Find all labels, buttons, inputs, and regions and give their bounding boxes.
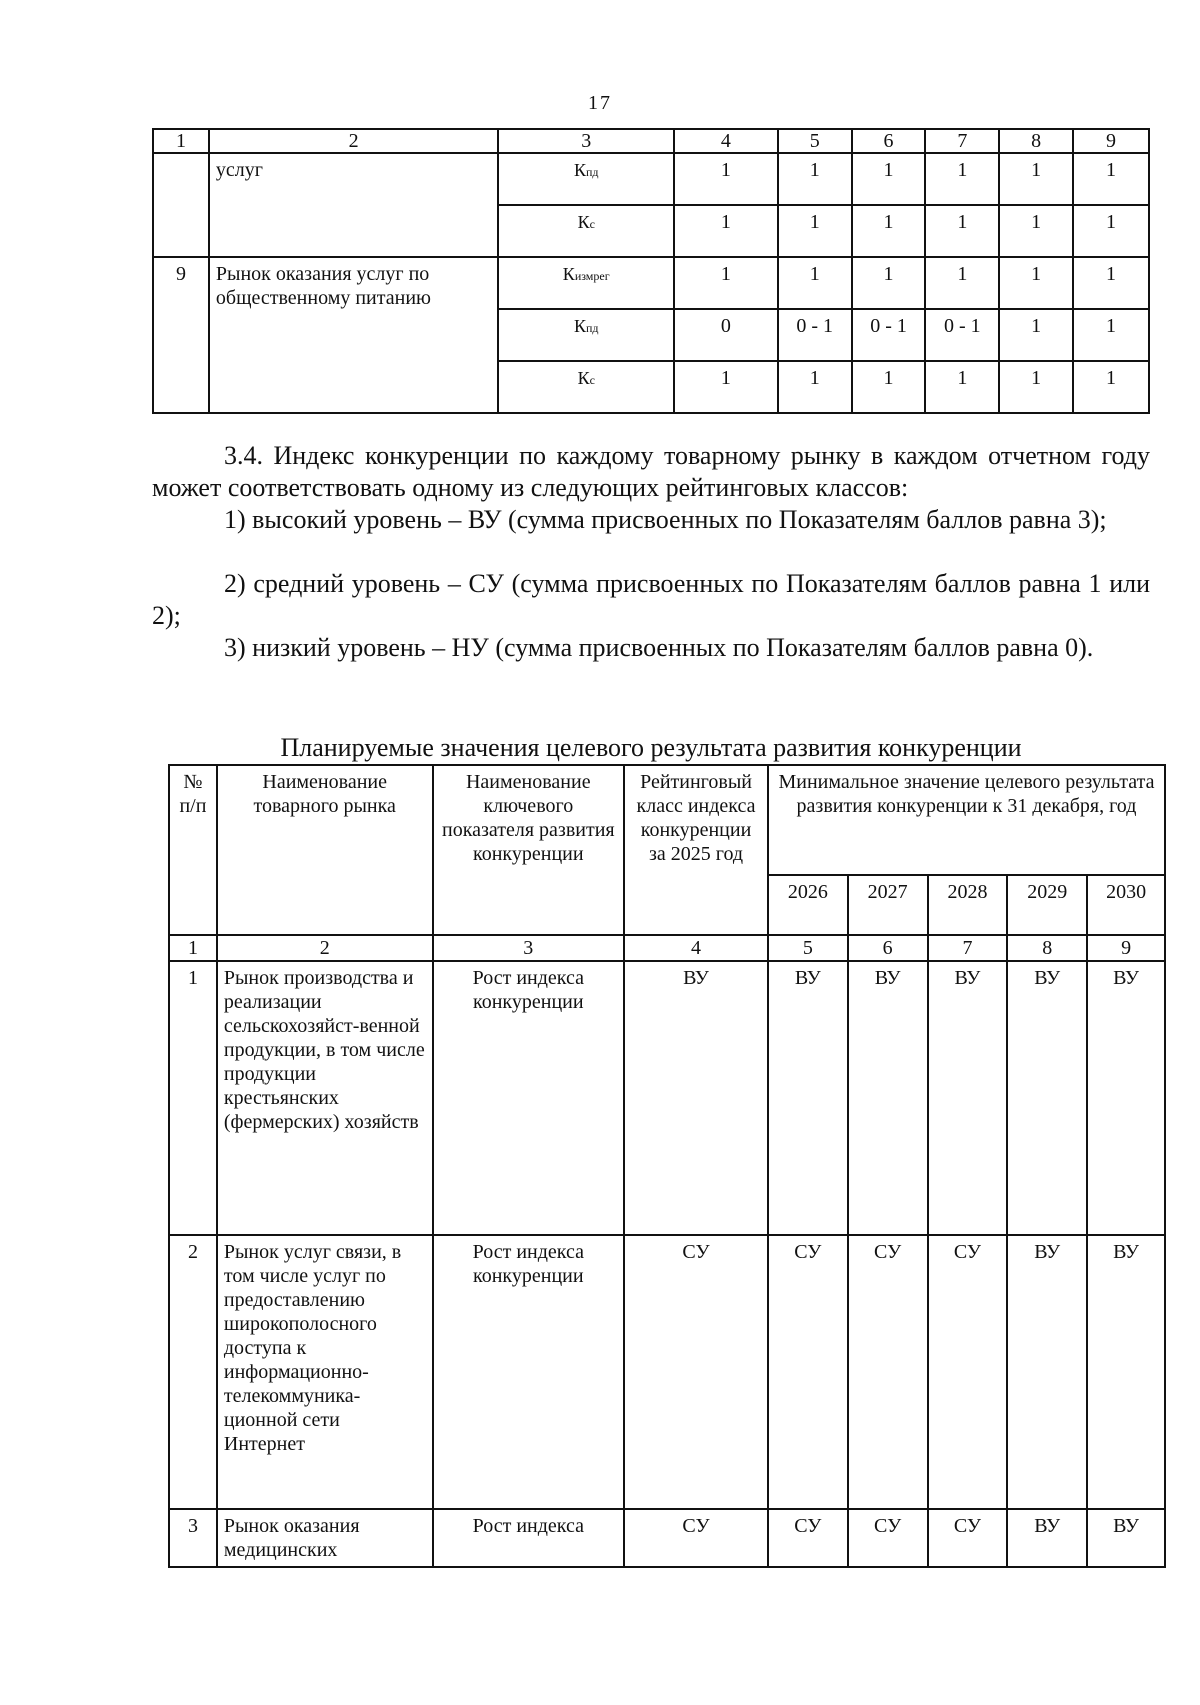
header-year: 2030 <box>1087 875 1165 935</box>
column-number: 1 <box>153 129 209 153</box>
header-year: 2026 <box>768 875 848 935</box>
market-name: Рынок оказания медицинских <box>217 1509 433 1567</box>
value-cell: 1 <box>778 205 852 257</box>
column-number: 6 <box>852 129 926 153</box>
column-number: 3 <box>498 129 674 153</box>
column-number: 7 <box>925 129 999 153</box>
indicator-name: Рост индекса конкуренции <box>433 961 625 1235</box>
target-value: ВУ <box>1087 1235 1165 1509</box>
value-cell: 1 <box>1073 309 1149 361</box>
value-cell: 1 <box>999 309 1073 361</box>
value-cell: 0 <box>674 309 778 361</box>
value-cell: 1 <box>674 257 778 309</box>
column-number: 9 <box>1087 935 1165 961</box>
value-cell: 1 <box>852 153 926 205</box>
value-cell: 1 <box>674 205 778 257</box>
header-rating: Рейтинговый класс индекса конкуренции за 2025 год <box>624 765 768 935</box>
indicator-code: Кизмрег <box>498 257 674 309</box>
column-number: 2 <box>217 935 433 961</box>
header-market: Наименование товарного рынка <box>217 765 433 935</box>
value-cell: 1 <box>852 205 926 257</box>
column-numbers-row <box>169 935 1165 961</box>
rating-2025: СУ <box>624 1235 768 1509</box>
value-cell: 1 <box>925 153 999 205</box>
paragraph-low-level: 3) низкий уровень – НУ (сумма присвоенных по Показателям баллов равна 0). <box>224 633 1094 662</box>
target-value: ВУ <box>1087 961 1165 1235</box>
target-value: ВУ <box>1007 1235 1087 1509</box>
value-cell: 1 <box>1073 153 1149 205</box>
column-number: 1 <box>169 935 217 961</box>
value-cell: 1 <box>778 361 852 413</box>
table-row <box>153 257 1149 309</box>
value-cell: 1 <box>1073 257 1149 309</box>
target-values-table <box>168 764 1166 1568</box>
target-value: СУ <box>768 1509 848 1567</box>
value-cell: 1 <box>852 257 926 309</box>
value-cell: 0 - 1 <box>778 309 852 361</box>
value-cell: 1 <box>999 257 1073 309</box>
table-row <box>169 1509 1165 1567</box>
column-number: 2 <box>209 129 499 153</box>
column-number: 4 <box>624 935 768 961</box>
header-num: № п/п <box>169 765 217 935</box>
value-cell: 1 <box>674 153 778 205</box>
row-number <box>153 153 209 257</box>
value-cell: 0 - 1 <box>925 309 999 361</box>
column-number: 3 <box>433 935 625 961</box>
table-title: Планируемые значения целевого результата развития конкуренции <box>280 733 1022 762</box>
column-number: 5 <box>778 129 852 153</box>
table-header-row <box>169 765 1165 875</box>
column-number: 6 <box>848 935 928 961</box>
column-number: 8 <box>1007 935 1087 961</box>
target-value: ВУ <box>1007 1509 1087 1567</box>
column-number: 9 <box>1073 129 1149 153</box>
market-name: услуг <box>209 153 499 257</box>
market-name: Рынок услуг связи, в том числе услуг по предоставлению широкополосного доступа к информационно-телекоммуника-ционной сети Интернет <box>217 1235 433 1509</box>
column-number: 5 <box>768 935 848 961</box>
paragraph-medium-level: 2) средний уровень – СУ (сумма присвоенных по Показателям баллов равна 1 или 2); <box>152 569 1150 630</box>
table-header-row <box>153 129 1149 153</box>
market-name: Рынок производства и реализации сельскохозяйст-венной продукции, в том числе продукции крестьянских (фермерских) хозяйств <box>217 961 433 1235</box>
header-indicator: Наименование ключевого показателя развития конкуренции <box>433 765 625 935</box>
table-row <box>153 153 1149 205</box>
paragraph-rating-classes: 3.4. Индекс конкуренции по каждому товарному рынку в каждом отчетном году может соответствовать одному из следующих рейтинговых классов: <box>152 441 1150 502</box>
target-value: ВУ <box>1087 1509 1165 1567</box>
indicator-code: Кс <box>498 205 674 257</box>
column-number: 4 <box>674 129 778 153</box>
table-row <box>169 1235 1165 1509</box>
header-year: 2028 <box>928 875 1008 935</box>
value-cell: 1 <box>778 257 852 309</box>
value-cell: 1 <box>674 361 778 413</box>
column-number: 8 <box>999 129 1073 153</box>
paragraph-high-level: 1) высокий уровень – ВУ (сумма присвоенных по Показателям баллов равна 3); <box>224 505 1107 534</box>
value-cell: 1 <box>999 205 1073 257</box>
indicator-name: Рост индекса <box>433 1509 625 1567</box>
value-cell: 1 <box>778 153 852 205</box>
row-number: 3 <box>169 1509 217 1567</box>
value-cell: 1 <box>925 257 999 309</box>
row-number: 9 <box>153 257 209 413</box>
value-cell: 1 <box>1073 205 1149 257</box>
value-cell: 0 - 1 <box>852 309 926 361</box>
column-number: 7 <box>928 935 1008 961</box>
header-year: 2029 <box>1007 875 1087 935</box>
target-value: ВУ <box>928 961 1008 1235</box>
header-min-value: Минимальное значение целевого результата развития конкуренции к 31 декабря, год <box>768 765 1165 875</box>
indicator-code: Кпд <box>498 153 674 205</box>
target-value: СУ <box>848 1235 928 1509</box>
indicator-code: Кпд <box>498 309 674 361</box>
header-year: 2027 <box>848 875 928 935</box>
market-name: Рынок оказания услуг по общественному питанию <box>209 257 499 413</box>
indicator-code: Кс <box>498 361 674 413</box>
row-number: 1 <box>169 961 217 1235</box>
page-number: 17 <box>588 92 612 114</box>
indicators-table <box>152 128 1150 414</box>
rating-2025: ВУ <box>624 961 768 1235</box>
value-cell: 1 <box>1073 361 1149 413</box>
table-row <box>169 961 1165 1235</box>
target-value: ВУ <box>768 961 848 1235</box>
value-cell: 1 <box>925 205 999 257</box>
rating-2025: СУ <box>624 1509 768 1567</box>
value-cell: 1 <box>852 361 926 413</box>
target-value: СУ <box>928 1235 1008 1509</box>
indicator-name: Рост индекса конкуренции <box>433 1235 625 1509</box>
value-cell: 1 <box>999 361 1073 413</box>
target-value: ВУ <box>1007 961 1087 1235</box>
row-number: 2 <box>169 1235 217 1509</box>
target-value: ВУ <box>848 961 928 1235</box>
value-cell: 1 <box>925 361 999 413</box>
value-cell: 1 <box>999 153 1073 205</box>
target-value: СУ <box>848 1509 928 1567</box>
target-value: СУ <box>928 1509 1008 1567</box>
target-value: СУ <box>768 1235 848 1509</box>
